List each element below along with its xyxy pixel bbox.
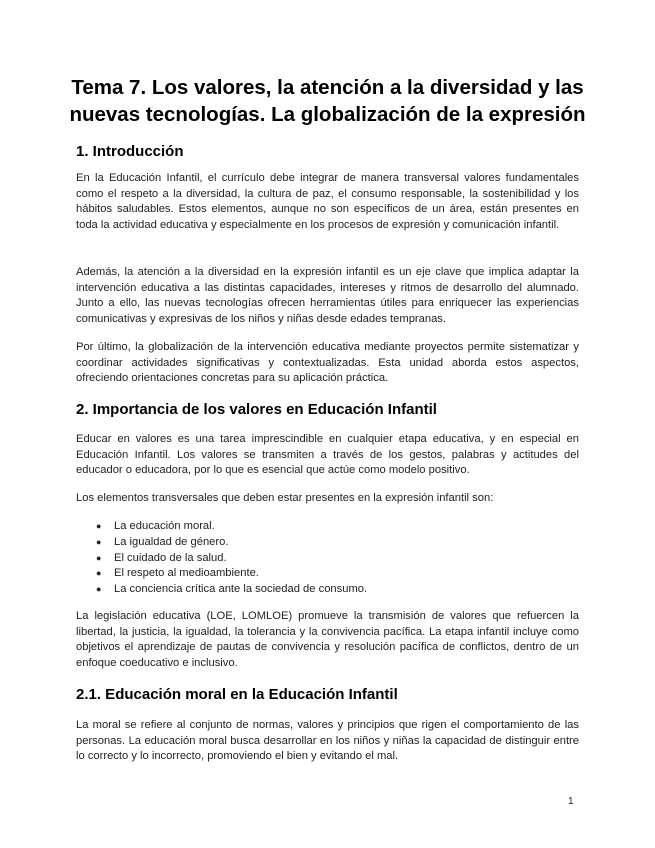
- list-item-text: El cuidado de la salud.: [114, 551, 227, 564]
- list-item: [76, 519, 367, 535]
- section-heading-valores: 2. Importancia de los valores en Educación Infantil: [76, 401, 437, 418]
- page-title: Tema 7. Los valores, la atención a la diversidad y las nuevas tecnologías. La globalización de la expresión: [69, 76, 586, 126]
- list-item: [76, 566, 367, 582]
- bullet-icon: ●: [96, 521, 102, 531]
- paragraph-intro-1: En la Educación Infantil, el currículo debe integrar de manera transversal valores fundamentales como el respeto a la diversidad, la cultura de paz, el consumo responsable, la sostenibilidad y los hábitos saludables. Estos elementos, aunque no son específicos de un área, están presentes en toda la actividad educativa y especialmente en los procesos de expresión y comunicación infantil.: [76, 172, 579, 231]
- list-item: [76, 582, 367, 598]
- list-item-text: El respeto al medioambiente.: [114, 567, 259, 580]
- paragraph-intro-2: Además, la atención a la diversidad en la expresión infantil es un eje clave que implica adaptar la intervención educativa a las distintas capacidades, intereses y ritmos de desarrollo del alumnado. Junto a ello, las nuevas tecnologías ofrecen herramientas útiles para enriquecer las experiencias comunicativas y expresivas de los niños y niñas desde edades tempranas.: [76, 266, 579, 325]
- bullet-icon: ●: [96, 584, 102, 595]
- section-heading-introduccion: 1. Introducción: [76, 143, 184, 160]
- paragraph-moral-1: La moral se refiere al conjunto de normas, valores y principios que rigen el comportamiento de las personas. La educación moral busca desarrollar en los niños y niñas la capacidad de distinguir entre lo correcto y lo incorrecto, promoviendo el bien y evitando el mal.: [76, 719, 579, 763]
- transversal-elements-list: [76, 519, 367, 598]
- list-item-text: La igualdad de género.: [114, 535, 229, 548]
- bullet-icon: ●: [96, 568, 102, 579]
- page-number: 1: [568, 796, 574, 807]
- section-heading-educacion-moral: 2.1. Educación moral en la Educación Infantil: [76, 686, 398, 703]
- list-item-text: La educación moral.: [114, 520, 215, 532]
- bullet-icon: ●: [96, 536, 102, 547]
- paragraph-values-1: Educar en valores es una tarea imprescindible en cualquier etapa educativa, y en especial en Educación Infantil. Los valores se transmiten a través de los gestos, palabras y actitudes del educador o educadora, por lo que es esencial que actúe como modelo positivo.: [76, 433, 579, 477]
- paragraph-values-2: Los elementos transversales que deben estar presentes en la expresión infantil son:: [76, 492, 494, 504]
- list-item: [76, 535, 367, 551]
- list-item: [76, 551, 367, 567]
- paragraph-values-closing: La legislación educativa (LOE, LOMLOE) promueve la transmisión de valores que refuercen la libertad, la justicia, la igualdad, la tolerancia y la convivencia pacífica. La etapa infantil incluye como objetivos el aprendizaje de pautas de convivencia y resolución pacífica de conflictos, dentro de un enfoque coeducativo e inclusivo.: [76, 610, 579, 669]
- bullet-icon: ●: [96, 552, 102, 563]
- list-item-text: La conciencia crítica ante la sociedad de consumo.: [114, 583, 368, 596]
- paragraph-intro-3: Por último, la globalización de la intervención educativa mediante proyectos permite sistematizar y coordinar actividades significativas y contextualizadas. Esta unidad aborda estos aspectos, ofreciendo orientaciones concretas para su aplicación práctica.: [76, 341, 579, 385]
